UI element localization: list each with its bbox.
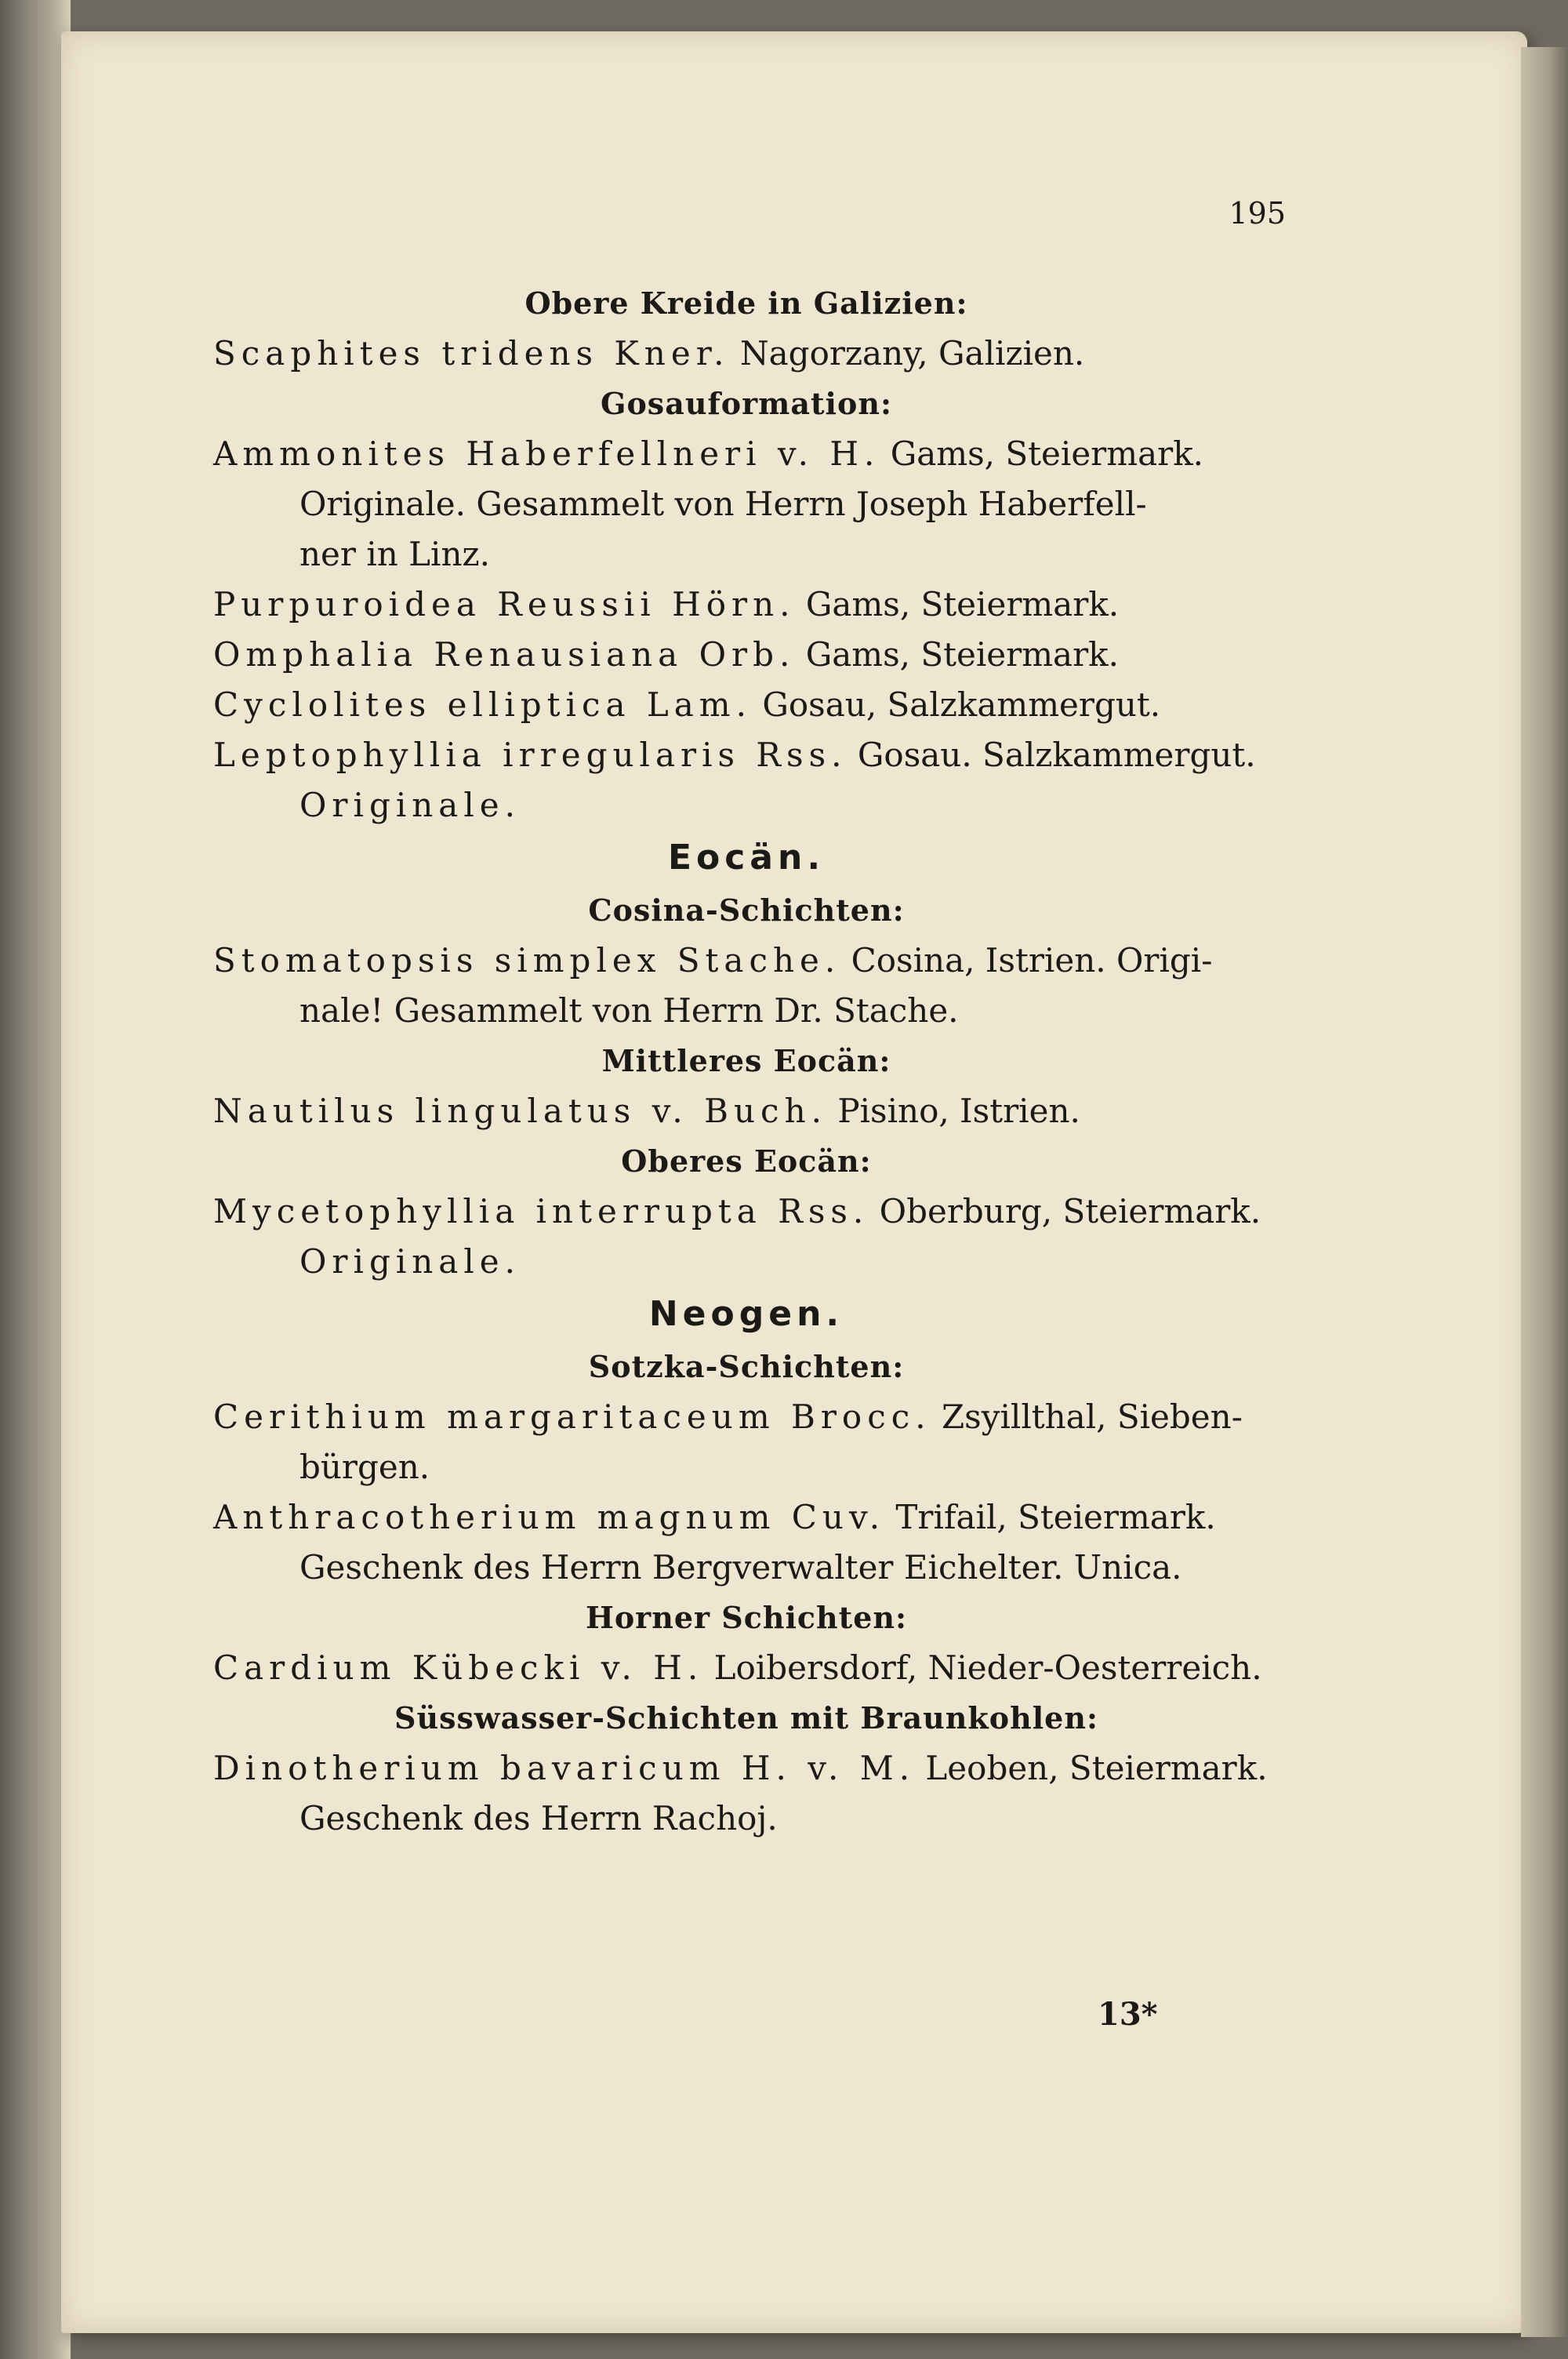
major-heading: Neogen. [648, 1294, 844, 1334]
section-heading: Sotzka-Schichten: [588, 1349, 905, 1384]
catalog-entry: Cardium Kübecki v. H. Loibersdorf, Nieder-Oesterreich. [213, 1648, 1262, 1687]
book-spine [0, 0, 71, 2359]
section-heading: Obere Kreide in Galizien: [524, 285, 968, 321]
catalog-entry: Leptophyllia irregularis Rss. Gosau. Salzkammergut. Originale. [213, 736, 1256, 824]
catalog-entry: Nautilus lingulatus v. Buch. Pisino, Istrien. [213, 1092, 1080, 1130]
page-number: 195 [1229, 196, 1286, 231]
page-body [213, 278, 1279, 1844]
section-heading: Gosauformation: [601, 386, 892, 421]
major-heading: Eocän. [667, 838, 826, 878]
page-edge [1521, 47, 1568, 2337]
section-heading: Cosina-Schichten: [588, 892, 905, 928]
section-heading: Oberes Eocän: [621, 1143, 872, 1179]
section-heading: Horner Schichten: [585, 1600, 908, 1635]
catalog-entry: Dinotherium bavaricum H. v. M. Leoben, Steiermark. Geschenk des Herrn Rachoj. [213, 1749, 1268, 1837]
catalog-entry: Mycetophyllia interrupta Rss. Oberburg, Steiermark. Originale. [213, 1192, 1261, 1281]
section-heading: Süsswasser-Schichten mit Braunkohlen: [394, 1700, 1098, 1736]
catalog-entry: Anthracotherium magnum Cuv. Trifail, Steiermark. Geschenk des Herrn Bergverwalter Eichelter. Unica. [213, 1498, 1216, 1587]
catalog-entry: Stomatopsis simplex Stache. Cosina, Istrien. Origi- nale! Gesammelt von Herrn Dr. Stache. [213, 941, 1213, 1030]
catalog-entry: Cerithium margaritaceum Brocc. Zsyillthal, Sieben- bürgen. [213, 1398, 1243, 1486]
section-heading: Mittleres Eocän: [601, 1043, 891, 1078]
signature-mark: 13* [1098, 1996, 1158, 2033]
catalog-entry: Ammonites Haberfellneri v. H. Gams, Steiermark. Originale. Gesammelt von Herrn Joseph Haberfell- ner in Linz. [213, 434, 1203, 573]
catalog-entry: Omphalia Renausiana Orb. Gams, Steiermark. [213, 635, 1119, 674]
catalog-entry: Scaphites tridens Kner. Nagorzany, Galizien. [213, 334, 1085, 373]
catalog-entry: Purpuroidea Reussii Hörn. Gams, Steiermark. [213, 585, 1120, 623]
catalog-entry: Cyclolites elliptica Lam. Gosau, Salzkammergut. [213, 685, 1161, 724]
